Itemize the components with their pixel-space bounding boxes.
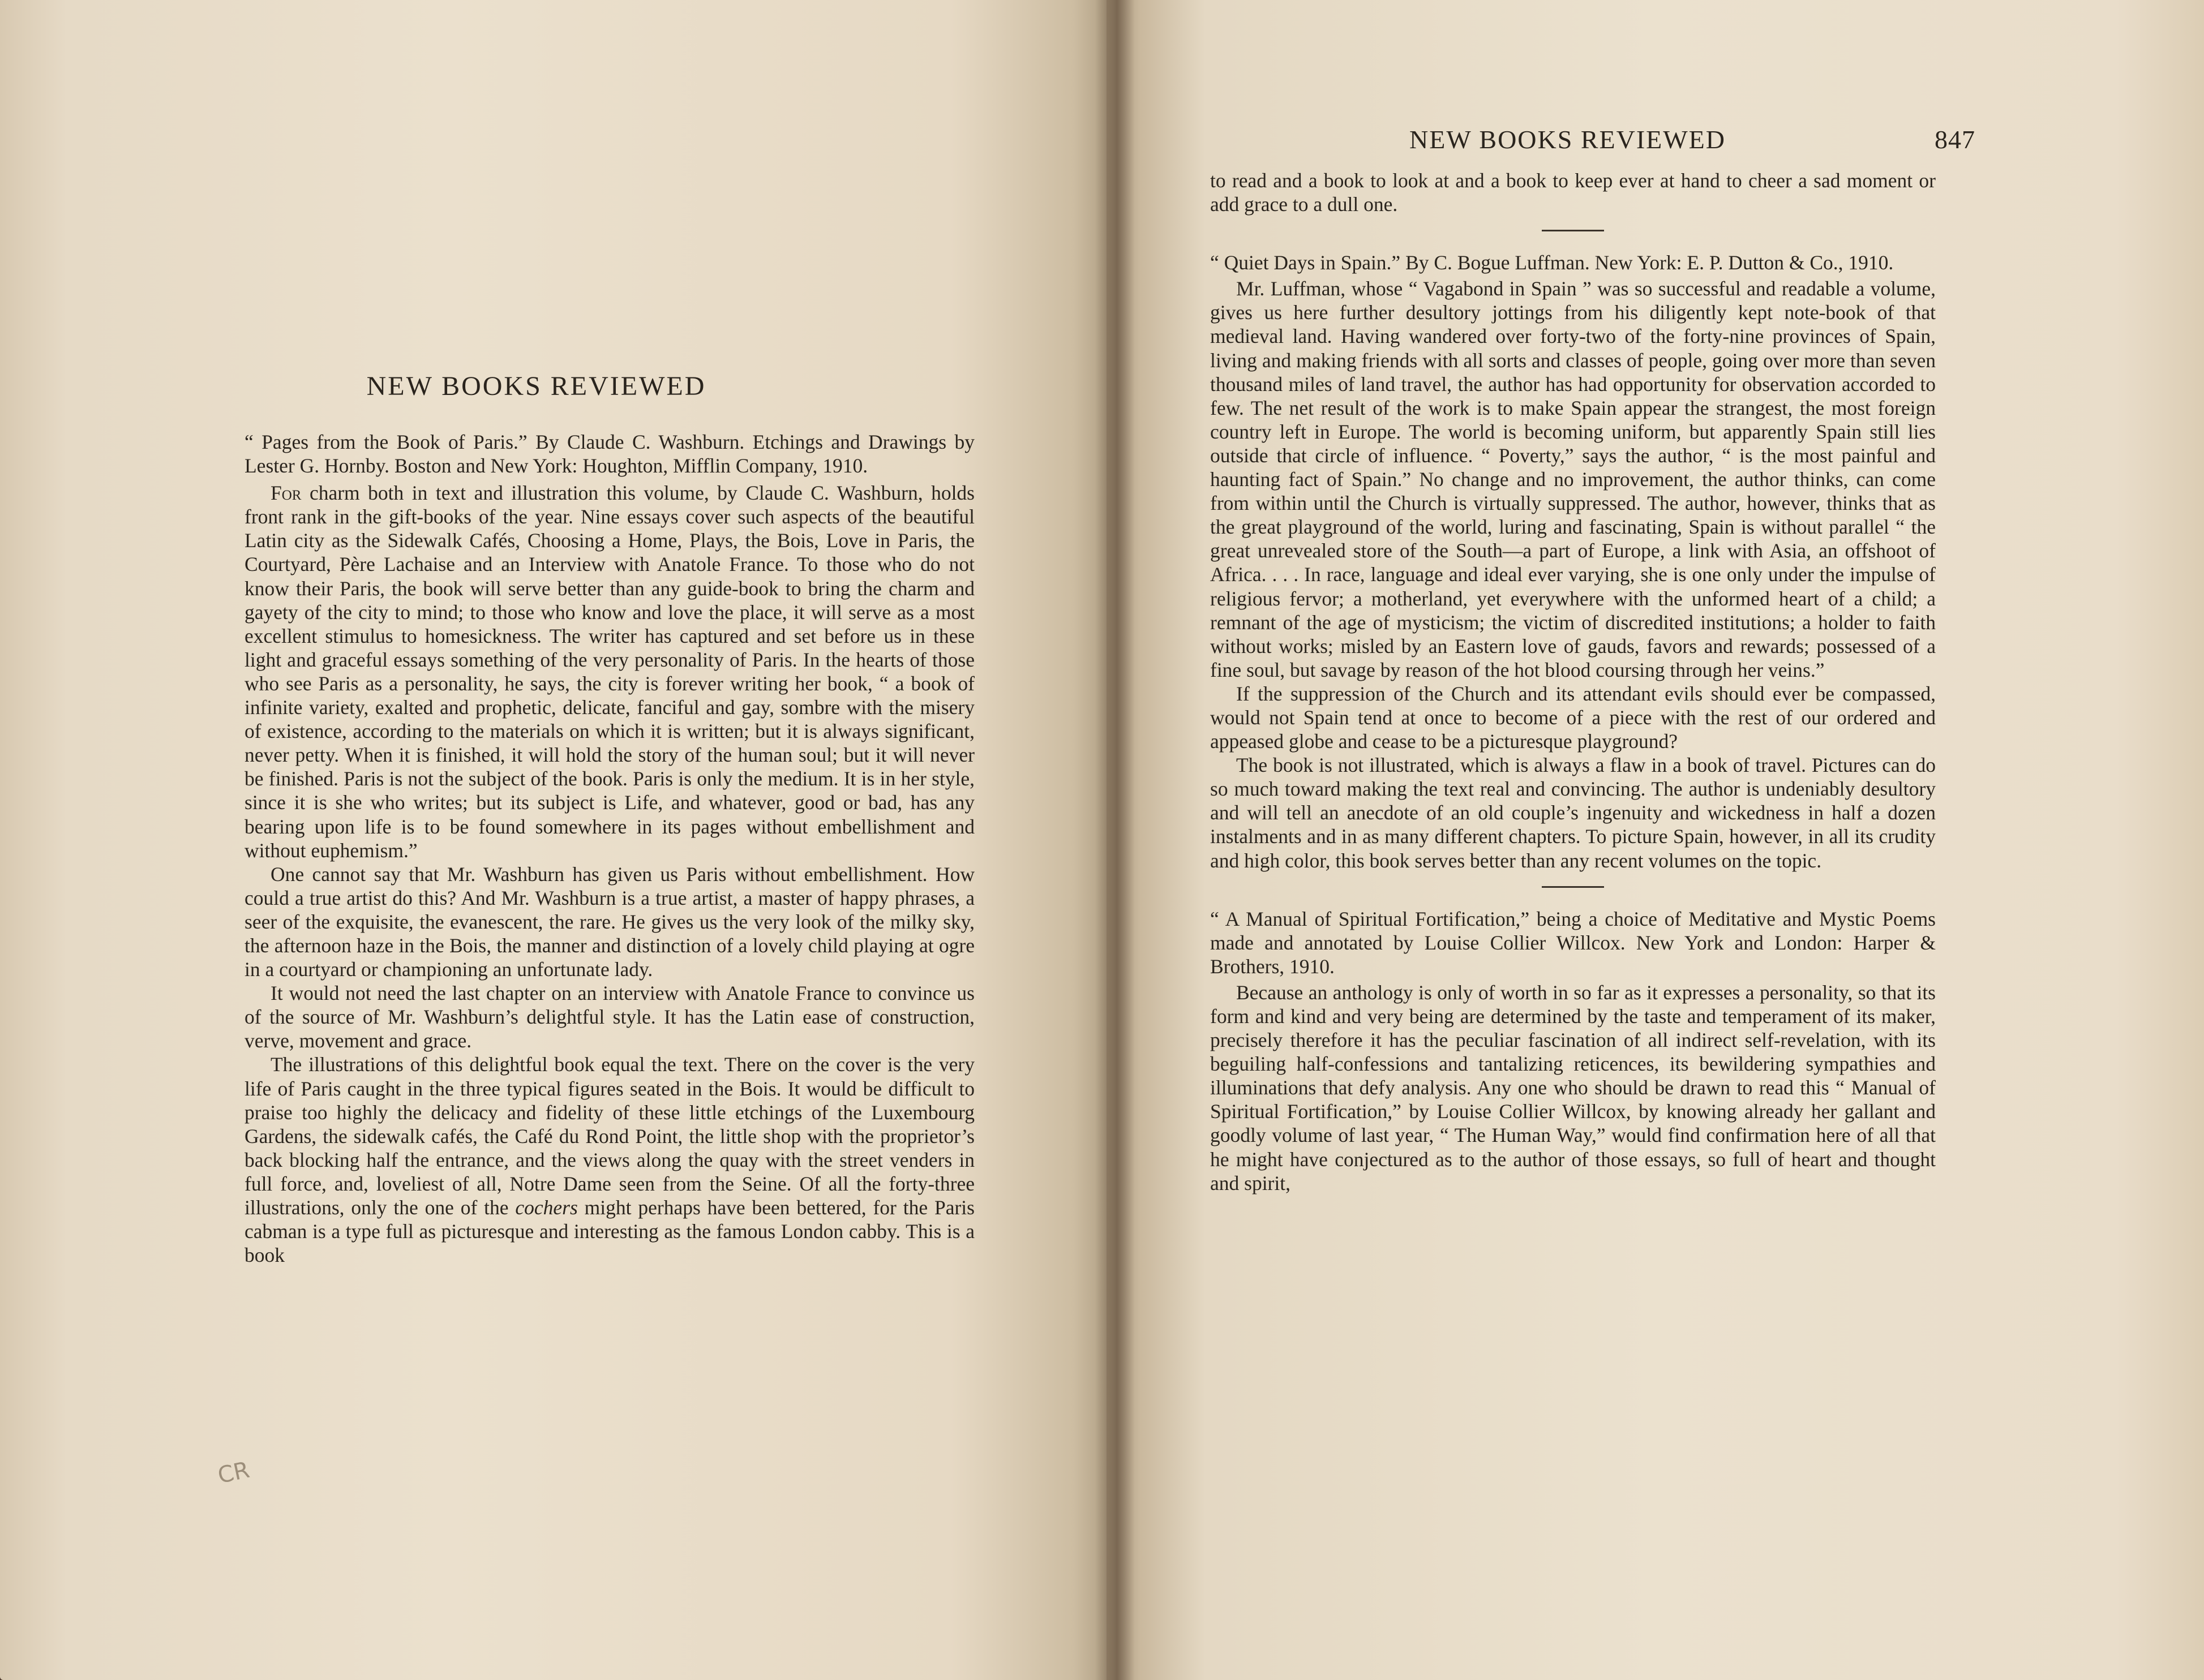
margin-pencil-note: CR xyxy=(215,1456,252,1489)
review-paragraph xyxy=(245,481,975,862)
review-heading-manual: “ A Manual of Spiritual Fortification,” being a choice of Meditative and Mystic Poems made and annotated by Louise Collier Willcox. New York and London: Harper & Brothers, 1910. xyxy=(1210,907,1936,978)
italic-word: cochers xyxy=(515,1196,578,1219)
book-gutter xyxy=(1095,0,1135,1680)
review-paragraph: The book is not illustrated, which is always a flaw in a book of travel. Pictures can do so much toward making the text real and convincing. The author is undeniably desultory and will tell an anecdote of an old couple’s ingenuity and wickedness in half a dozen instalments and in as many different chapters. To picture Spain, however, in all its crudity and high color, this book serves better than any recent volumes on the topic. xyxy=(1210,754,1936,872)
running-head xyxy=(1409,124,1975,154)
section-divider xyxy=(1542,886,1604,888)
drop-lead: For xyxy=(271,482,302,505)
left-text-column xyxy=(245,430,975,1267)
continued-paragraph: to read and a book to look at and a book to keep ever at hand to cheer a sad moment or add grace to a dull one. xyxy=(1210,169,1936,216)
paragraph-text: The illustrations of this delightful book equal the text. There on the cover is the very life of Paris caught in the three typical figures seated in the Bois. It would be difficult to praise too highly the delicacy and fidelity of these little etchings of the Luxembourg Gardens, the sidewalk cafés, the Café du Rond Point, the little shop with the proprietor’s back blocking half the entrance, and the views along the quay with the street venders in full force, and, loveliest of all, Notre Dame seen from the Seine. Of all the forty-three illustrations, only the one of the xyxy=(245,1053,975,1219)
page-title: NEW BOOKS REVIEWED xyxy=(366,371,706,401)
review-heading-spain: “ Quiet Days in Spain.” By C. Bogue Luffman. New York: E. P. Dutton & Co., 1910. xyxy=(1210,251,1894,274)
review-paragraph: One cannot say that Mr. Washburn has given us Paris without embellishment. How could a true artist do this? And Mr. Washburn is a true artist, a master of happy phrases, a seer of the exquisite, the evanescent, the rare. He gives us the very look of the milky sky, the afternoon haze in the Bois, the manner and distinction of a lovely child playing at ogre in a courtyard or championing an unfortunate lady. xyxy=(245,862,975,981)
review-paragraph: Mr. Luffman, whose “ Vagabond in Spain ” was so successful and readable a volume, gives us here further desultory jottings from his diligently kept note-book of that medieval land. Having wandered over forty-two of the forty-nine provinces of Spain, living and making friends with all sorts and classes of people, going over more than seven thousand miles of land travel, the author has had opportunity for observation accorded to few. The net result of the work is to make Spain appear the strangest, the most foreign country left in Europe. The world is becoming uniform, but apparently Spain still lies outside that circle of influence. “ Poverty,” says the author, “ is the most painful and haunting fact of Spain.” No change and no improvement, the author thinks, can come from within until the Church is virtually suppressed. The author, however, thinks that as the great playground of the world, luring and fascinating, Spain is without parallel “ the great unrevealed store of the South—a part of Europe, a link with Asia, an offshoot of Africa. . . . In race, language and ideal ever varying, she is one only under the impulse of religious fervor; a motherland, yet everywhere with the unformed heart of a child; a remnant of the age of mysticism; the victim of discredited institutions; a holder to faith without works; misled by an Eastern love of gauds, favors and rewards; possessed of a fine soul, but savage by reason of the hot blood coursing through her veins.” xyxy=(1210,277,1936,681)
review-paragraph: Because an anthology is only of worth in so far as it expresses a personality, so that its form and kind and very being are determined by the taste and temperament of its maker, precisely therefore it has the peculiar fascination of all indirect self-revelation, with its beguiling half-confessions and tantalizing reticences, its bewildering sympathies and illuminations that defy analysis. Any one who should be drawn to read this “ Manual of Spiritual Fortification,” by Louise Collier Willcox, by knowing already her gallant and goodly volume of last year, “ The Human Way,” would find confirmation here of all that he might have conjectured as to the author of those essays, so full of heart and thought and spirit, xyxy=(1210,981,1936,1195)
section-divider xyxy=(1542,230,1604,231)
page-number: 847 xyxy=(1935,125,1975,154)
paragraph-text: might perhaps have been bettered, for the Paris cabman is a type full as picturesque and interesting as the famous London cabby. This is a book xyxy=(245,1196,975,1267)
paragraph-text: charm both in text and illustration this volume, by Claude C. Washburn, holds front rank in the gift-books of the year. Nine essays cover such aspects of the beautiful Latin city as the Sidewalk Cafés, Choosing a Home, Plays, the Bois, Love in Paris, the Courtyard, Père Lachaise and an Interview with Anatole France. To those who do not know their Paris, the book will serve better than any guide-book to bring the charm and gayety of the city to mind; to those who know and love the place, it will serve as a most excellent stimulus to homesickness. The writer has captured and set before us in these light and graceful essays something of the very personality of Paris. In the hearts of those who see Paris as a personality, he says, the city is forever writing her book, “ a book of infinite variety, exalted and prophetic, delicate, fanciful and gay, sombre with the misery of existence, according to the materials on which it is written; but it is always significant, never petty. When it is finished, it will hold the story of the human soul; but it will never be finished. Paris is not the subject of the book. Paris is only the medium. It is in her style, since it is she who writes; but its subject is Life, and whatever, good or bad, has any bearing upon life is to be found somewhere in its pages without embellishment and without euphemism.” xyxy=(245,482,975,862)
right-text-column xyxy=(1210,169,1936,1195)
review-paragraph: It would not need the last chapter on an interview with Anatole France to convince us of the source of Mr. Washburn’s delightful style. It has the Latin ease of construction, verve, movement and grace. xyxy=(245,982,975,1052)
running-title: NEW BOOKS REVIEWED xyxy=(1409,125,1726,154)
review-paragraph xyxy=(245,1052,975,1267)
review-heading-paris: “ Pages from the Book of Paris.” By Claude C. Washburn. Etchings and Drawings by Lester G. Hornby. Boston and New York: Houghton, Mifflin Company, 1910. xyxy=(245,431,975,478)
review-paragraph: If the suppression of the Church and its attendant evils should ever be compassed, would not Spain tend at once to become of a piece with the rest of our ordered and appeased globe and cease to be a picturesque playground? xyxy=(1210,682,1936,753)
